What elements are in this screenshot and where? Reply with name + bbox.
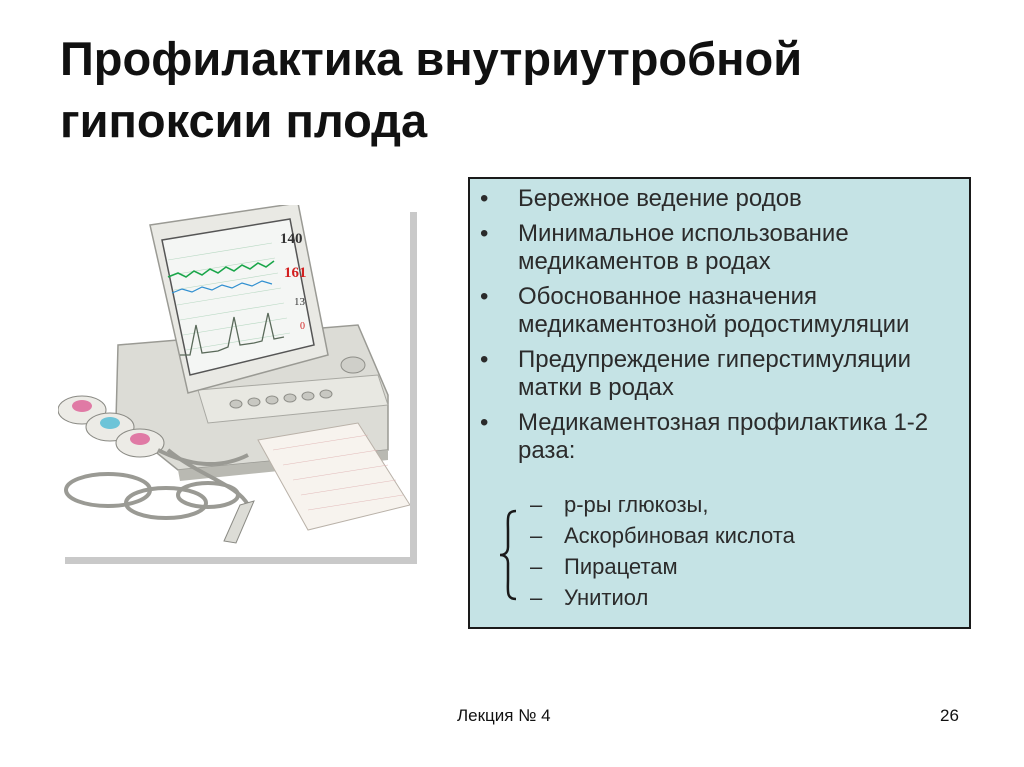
dash-marker: –	[530, 585, 543, 610]
bullet-text: Минимальное использование медикаментов в родах	[518, 220, 849, 275]
title-line-1: Профилактика внутриутробной	[60, 32, 803, 85]
dash-marker: –	[530, 554, 543, 579]
bullet-marker: •	[480, 185, 489, 212]
bullet-marker: •	[480, 346, 489, 373]
fourth-readout: 0	[300, 321, 305, 332]
third-readout: 13	[294, 296, 305, 308]
sub-item	[470, 489, 969, 520]
sub-item	[470, 582, 969, 613]
sub-item-text: Унитиол	[564, 585, 649, 610]
bullet-text: Медикаментозная профилактика 1-2 раза:	[518, 409, 929, 464]
bullet-item	[470, 185, 969, 213]
bullet-item	[470, 283, 969, 339]
bullet-list	[470, 179, 969, 465]
bullet-marker: •	[480, 283, 489, 310]
sub-item-text: р-ры глюкозы,	[564, 492, 709, 517]
fetal-monitor-image	[58, 205, 410, 557]
bullet-item	[470, 346, 969, 402]
bullet-item	[470, 409, 969, 465]
sub-item	[470, 551, 969, 582]
bullet-text: Предупреждение гиперстимуляции матки в родах	[518, 346, 911, 401]
title-line-2: гипоксии плода	[60, 94, 428, 147]
bullet-text: Обоснованное назначения медикаментозной родостимуляции	[518, 283, 910, 338]
dash-marker: –	[530, 492, 543, 517]
dash-marker: –	[530, 523, 543, 548]
bullet-text: Бережное ведение родов	[518, 185, 802, 212]
bullet-marker: •	[480, 220, 489, 247]
sub-item-text: Пирацетам	[564, 554, 678, 579]
sub-item	[470, 520, 969, 551]
content-box	[468, 177, 971, 629]
slide-page-number: 26	[940, 706, 959, 725]
fetal-monitor-illustration	[58, 205, 410, 557]
slide-title	[60, 28, 1000, 152]
sub-item-text: Аскорбиновая кислота	[564, 523, 795, 548]
bullet-item	[470, 220, 969, 276]
sub-list	[470, 487, 969, 613]
bullet-marker: •	[480, 409, 489, 436]
second-readout: 161	[284, 265, 307, 281]
footer-lecture-label: Лекция № 4	[457, 706, 551, 725]
heart-rate-readout: 140	[280, 231, 303, 247]
